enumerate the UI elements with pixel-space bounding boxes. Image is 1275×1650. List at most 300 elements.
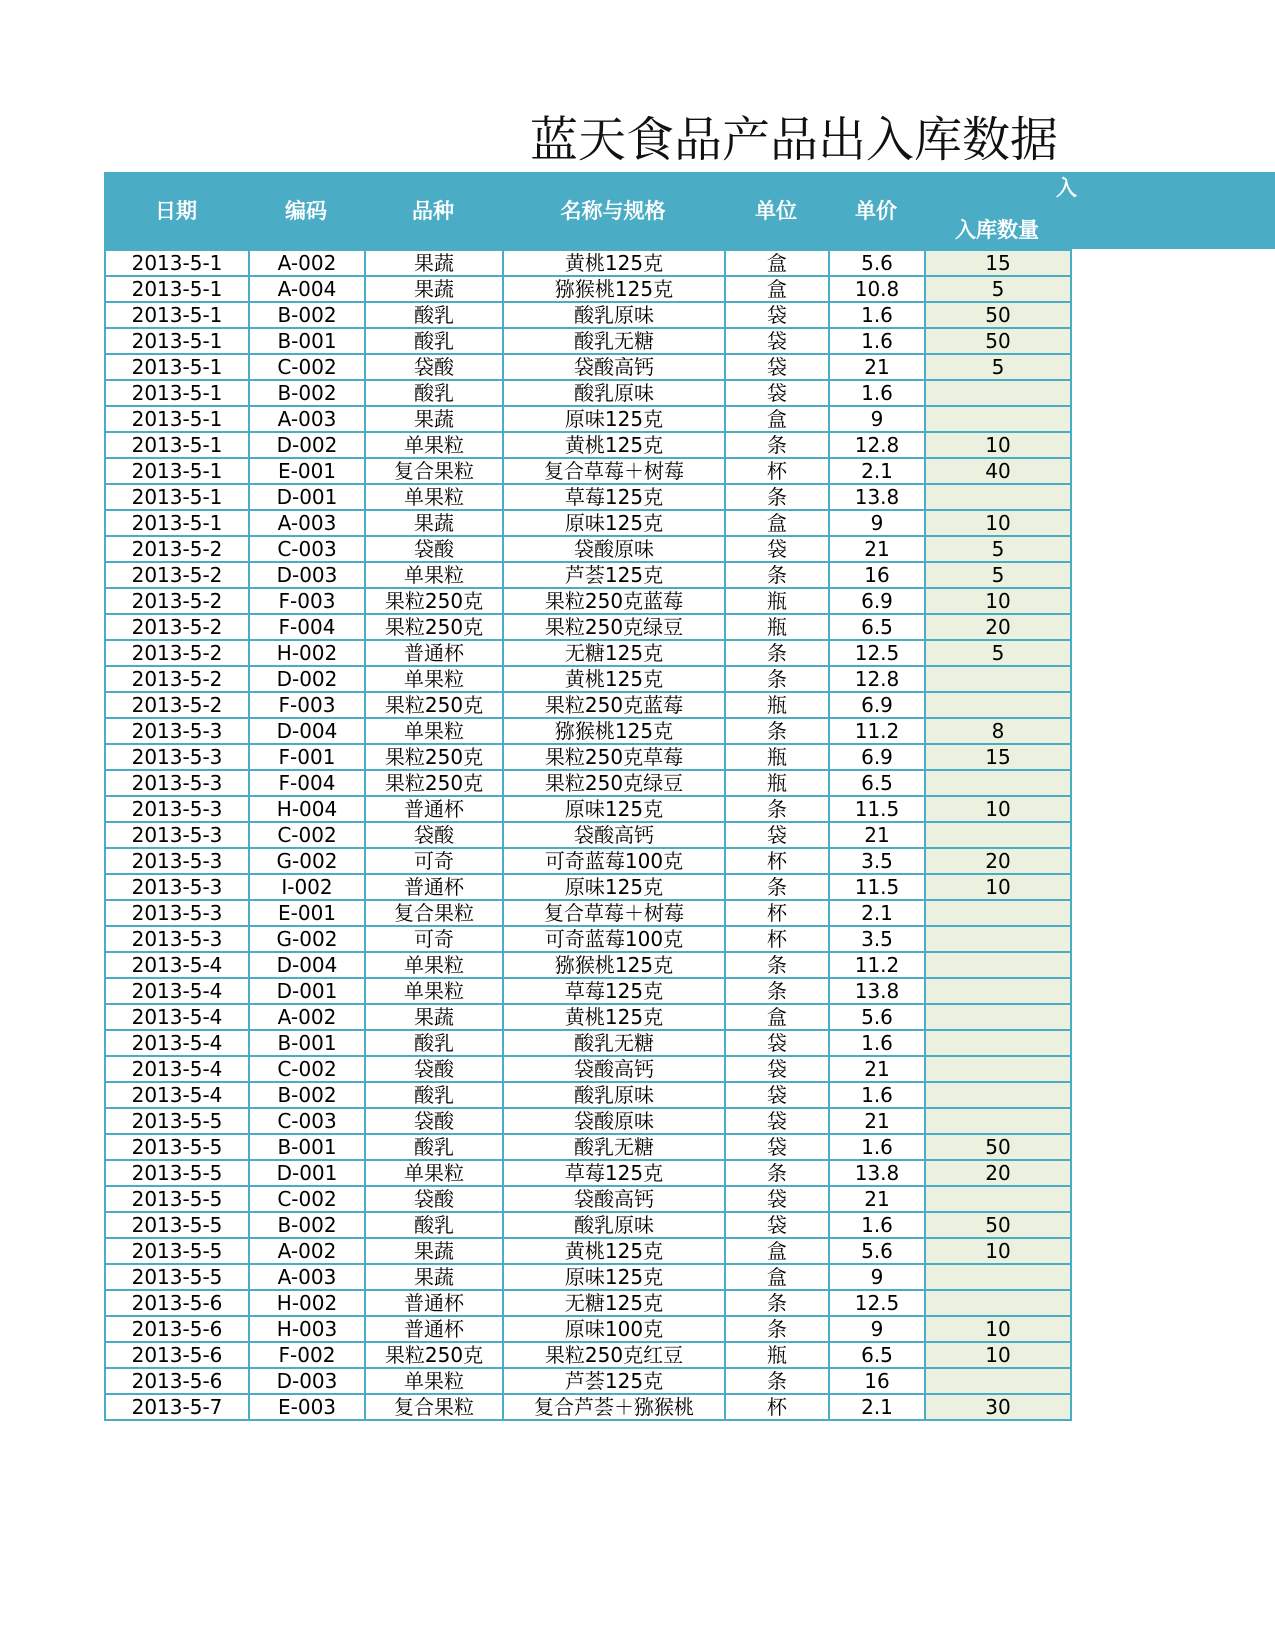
name-cell: 袋酸原味 <box>503 1108 725 1134</box>
date-cell: 2013-5-2 <box>105 614 249 640</box>
unit-cell: 条 <box>725 1316 829 1342</box>
unit-cell: 瓶 <box>725 588 829 614</box>
category-cell: 袋酸 <box>365 354 503 380</box>
name-cell: 可奇蓝莓100克 <box>503 926 725 952</box>
price-cell: 11.5 <box>829 874 925 900</box>
price-cell: 9 <box>829 1264 925 1290</box>
name-cell: 黄桃125克 <box>503 432 725 458</box>
price-cell: 1.6 <box>829 1082 925 1108</box>
name-cell: 袋酸高钙 <box>503 822 725 848</box>
category-cell: 果粒250克 <box>365 770 503 796</box>
name-cell: 无糖125克 <box>503 1290 725 1316</box>
code-cell: C-002 <box>249 1186 365 1212</box>
in-qty-cell: 5 <box>925 354 1071 380</box>
code-cell: F-003 <box>249 588 365 614</box>
table-row <box>105 952 1071 978</box>
unit-cell: 袋 <box>725 1056 829 1082</box>
code-cell: A-003 <box>249 1264 365 1290</box>
code-cell: B-002 <box>249 302 365 328</box>
date-cell: 2013-5-5 <box>105 1238 249 1264</box>
header-category: 品种 <box>412 199 454 223</box>
unit-cell: 条 <box>725 1160 829 1186</box>
price-cell: 1.6 <box>829 1134 925 1160</box>
date-cell: 2013-5-3 <box>105 926 249 952</box>
price-cell: 11.2 <box>829 718 925 744</box>
date-cell: 2013-5-6 <box>105 1316 249 1342</box>
price-cell: 6.9 <box>829 588 925 614</box>
unit-cell: 袋 <box>725 536 829 562</box>
unit-cell: 盒 <box>725 406 829 432</box>
price-cell: 21 <box>829 354 925 380</box>
date-cell: 2013-5-3 <box>105 900 249 926</box>
table-row <box>105 744 1071 770</box>
category-cell: 酸乳 <box>365 302 503 328</box>
code-cell: F-001 <box>249 744 365 770</box>
table-row <box>105 328 1071 354</box>
code-cell: D-002 <box>249 666 365 692</box>
in-qty-cell: 10 <box>925 1316 1071 1342</box>
date-cell: 2013-5-3 <box>105 718 249 744</box>
name-cell: 草莓125克 <box>503 978 725 1004</box>
table-row <box>105 562 1071 588</box>
unit-cell: 杯 <box>725 458 829 484</box>
date-cell: 2013-5-3 <box>105 744 249 770</box>
date-cell: 2013-5-1 <box>105 380 249 406</box>
category-cell: 普通杯 <box>365 640 503 666</box>
in-qty-cell <box>925 1030 1071 1056</box>
price-cell: 6.9 <box>829 744 925 770</box>
in-qty-cell <box>925 978 1071 1004</box>
name-cell: 果粒250克草莓 <box>503 744 725 770</box>
table-row <box>105 1368 1071 1394</box>
table-row <box>105 510 1071 536</box>
code-cell: A-002 <box>249 250 365 276</box>
date-cell: 2013-5-4 <box>105 952 249 978</box>
in-qty-cell: 10 <box>925 510 1071 536</box>
price-cell: 6.5 <box>829 1342 925 1368</box>
name-cell: 酸乳原味 <box>503 1082 725 1108</box>
price-cell: 2.1 <box>829 900 925 926</box>
table-row <box>105 380 1071 406</box>
unit-cell: 杯 <box>725 848 829 874</box>
category-cell: 酸乳 <box>365 1082 503 1108</box>
unit-cell: 条 <box>725 562 829 588</box>
name-cell: 草莓125克 <box>503 1160 725 1186</box>
price-cell: 9 <box>829 406 925 432</box>
price-cell: 16 <box>829 1368 925 1394</box>
code-cell: D-001 <box>249 978 365 1004</box>
price-cell: 5.6 <box>829 1004 925 1030</box>
category-cell: 果粒250克 <box>365 744 503 770</box>
in-qty-cell <box>925 1056 1071 1082</box>
unit-cell: 条 <box>725 952 829 978</box>
in-qty-cell: 10 <box>925 796 1071 822</box>
price-cell: 6.9 <box>829 692 925 718</box>
header-in-qty: 入库数量 <box>955 218 1039 242</box>
date-cell: 2013-5-1 <box>105 484 249 510</box>
category-cell: 普通杯 <box>365 796 503 822</box>
date-cell: 2013-5-5 <box>105 1108 249 1134</box>
code-cell: D-002 <box>249 432 365 458</box>
category-cell: 普通杯 <box>365 1290 503 1316</box>
in-qty-cell: 10 <box>925 1342 1071 1368</box>
price-cell: 9 <box>829 510 925 536</box>
code-cell: F-004 <box>249 614 365 640</box>
unit-cell: 袋 <box>725 354 829 380</box>
category-cell: 果蔬 <box>365 1238 503 1264</box>
category-cell: 单果粒 <box>365 1368 503 1394</box>
unit-cell: 条 <box>725 484 829 510</box>
name-cell: 果粒250克绿豆 <box>503 614 725 640</box>
price-cell: 1.6 <box>829 328 925 354</box>
date-cell: 2013-5-1 <box>105 510 249 536</box>
name-cell: 袋酸原味 <box>503 536 725 562</box>
in-qty-cell: 20 <box>925 848 1071 874</box>
category-cell: 复合果粒 <box>365 1394 503 1420</box>
in-qty-cell: 20 <box>925 1160 1071 1186</box>
date-cell: 2013-5-4 <box>105 978 249 1004</box>
unit-cell: 条 <box>725 978 829 1004</box>
table-row <box>105 640 1071 666</box>
table-row <box>105 1342 1071 1368</box>
date-cell: 2013-5-5 <box>105 1134 249 1160</box>
unit-cell: 条 <box>725 718 829 744</box>
price-cell: 11.2 <box>829 952 925 978</box>
unit-cell: 袋 <box>725 328 829 354</box>
name-cell: 酸乳原味 <box>503 380 725 406</box>
inventory-rows <box>105 250 1071 1420</box>
code-cell: C-003 <box>249 1108 365 1134</box>
name-cell: 黄桃125克 <box>503 1238 725 1264</box>
date-cell: 2013-5-2 <box>105 588 249 614</box>
in-qty-cell: 50 <box>925 302 1071 328</box>
table-row <box>105 796 1071 822</box>
date-cell: 2013-5-1 <box>105 302 249 328</box>
name-cell: 酸乳无糖 <box>503 1030 725 1056</box>
page-title: 蓝天食品产品出入库数据 <box>530 112 1059 168</box>
category-cell: 可奇 <box>365 848 503 874</box>
date-cell: 2013-5-3 <box>105 874 249 900</box>
table-row <box>105 1134 1071 1160</box>
name-cell: 酸乳无糖 <box>503 328 725 354</box>
code-cell: C-002 <box>249 822 365 848</box>
in-qty-cell: 15 <box>925 250 1071 276</box>
date-cell: 2013-5-5 <box>105 1264 249 1290</box>
code-cell: B-001 <box>249 1030 365 1056</box>
in-qty-cell: 10 <box>925 1238 1071 1264</box>
in-qty-cell <box>925 1368 1071 1394</box>
name-cell: 可奇蓝莓100克 <box>503 848 725 874</box>
header-code: 编码 <box>285 199 327 223</box>
unit-cell: 条 <box>725 432 829 458</box>
table-row <box>105 978 1071 1004</box>
unit-cell: 袋 <box>725 1134 829 1160</box>
in-qty-cell <box>925 926 1071 952</box>
date-cell: 2013-5-4 <box>105 1082 249 1108</box>
name-cell: 原味125克 <box>503 874 725 900</box>
code-cell: H-002 <box>249 1290 365 1316</box>
in-qty-cell <box>925 406 1071 432</box>
in-qty-cell: 5 <box>925 536 1071 562</box>
date-cell: 2013-5-1 <box>105 458 249 484</box>
unit-cell: 袋 <box>725 822 829 848</box>
unit-cell: 条 <box>725 640 829 666</box>
name-cell: 芦荟125克 <box>503 562 725 588</box>
price-cell: 21 <box>829 536 925 562</box>
code-cell: H-004 <box>249 796 365 822</box>
table-row <box>105 1108 1071 1134</box>
name-cell: 无糖125克 <box>503 640 725 666</box>
table-row <box>105 666 1071 692</box>
code-cell: D-003 <box>249 562 365 588</box>
table-row <box>105 1290 1071 1316</box>
price-cell: 9 <box>829 1316 925 1342</box>
in-qty-cell <box>925 380 1071 406</box>
in-qty-cell: 5 <box>925 562 1071 588</box>
price-cell: 5.6 <box>829 250 925 276</box>
price-cell: 21 <box>829 1186 925 1212</box>
category-cell: 单果粒 <box>365 1160 503 1186</box>
price-cell: 21 <box>829 1056 925 1082</box>
in-qty-cell <box>925 1264 1071 1290</box>
price-cell: 12.5 <box>829 1290 925 1316</box>
date-cell: 2013-5-7 <box>105 1394 249 1420</box>
price-cell: 10.8 <box>829 276 925 302</box>
name-cell: 黄桃125克 <box>503 1004 725 1030</box>
price-cell: 13.8 <box>829 484 925 510</box>
category-cell: 袋酸 <box>365 1056 503 1082</box>
unit-cell: 袋 <box>725 1082 829 1108</box>
date-cell: 2013-5-4 <box>105 1030 249 1056</box>
table-row <box>105 822 1071 848</box>
code-cell: A-004 <box>249 276 365 302</box>
price-cell: 21 <box>829 822 925 848</box>
table-row <box>105 692 1071 718</box>
name-cell: 黄桃125克 <box>503 250 725 276</box>
date-cell: 2013-5-3 <box>105 796 249 822</box>
code-cell: E-001 <box>249 900 365 926</box>
code-cell: A-003 <box>249 406 365 432</box>
unit-cell: 瓶 <box>725 614 829 640</box>
unit-cell: 条 <box>725 1368 829 1394</box>
code-cell: A-002 <box>249 1238 365 1264</box>
table-row <box>105 1264 1071 1290</box>
date-cell: 2013-5-4 <box>105 1004 249 1030</box>
table-row <box>105 432 1071 458</box>
header-unit: 单位 <box>755 199 797 223</box>
code-cell: E-003 <box>249 1394 365 1420</box>
date-cell: 2013-5-2 <box>105 640 249 666</box>
unit-cell: 袋 <box>725 1030 829 1056</box>
price-cell: 2.1 <box>829 458 925 484</box>
category-cell: 酸乳 <box>365 328 503 354</box>
table-row <box>105 848 1071 874</box>
date-cell: 2013-5-2 <box>105 536 249 562</box>
in-qty-cell: 50 <box>925 1134 1071 1160</box>
table-row <box>105 1082 1071 1108</box>
unit-cell: 盒 <box>725 1264 829 1290</box>
category-cell: 果粒250克 <box>365 692 503 718</box>
category-cell: 单果粒 <box>365 978 503 1004</box>
category-cell: 果蔬 <box>365 250 503 276</box>
code-cell: B-002 <box>249 380 365 406</box>
in-qty-cell <box>925 484 1071 510</box>
date-cell: 2013-5-2 <box>105 562 249 588</box>
code-cell: G-002 <box>249 926 365 952</box>
category-cell: 袋酸 <box>365 1108 503 1134</box>
price-cell: 3.5 <box>829 848 925 874</box>
in-qty-cell: 20 <box>925 614 1071 640</box>
price-cell: 12.8 <box>829 666 925 692</box>
name-cell: 猕猴桃125克 <box>503 276 725 302</box>
table-row <box>105 718 1071 744</box>
category-cell: 可奇 <box>365 926 503 952</box>
category-cell: 单果粒 <box>365 718 503 744</box>
category-cell: 酸乳 <box>365 380 503 406</box>
date-cell: 2013-5-1 <box>105 250 249 276</box>
unit-cell: 杯 <box>725 1394 829 1420</box>
category-cell: 袋酸 <box>365 536 503 562</box>
in-qty-cell: 50 <box>925 1212 1071 1238</box>
in-qty-cell: 40 <box>925 458 1071 484</box>
name-cell: 袋酸高钙 <box>503 1186 725 1212</box>
table-row <box>105 1186 1071 1212</box>
unit-cell: 袋 <box>725 302 829 328</box>
code-cell: B-001 <box>249 1134 365 1160</box>
name-cell: 复合草莓＋树莓 <box>503 900 725 926</box>
name-cell: 袋酸高钙 <box>503 354 725 380</box>
table-row <box>105 1212 1071 1238</box>
category-cell: 普通杯 <box>365 1316 503 1342</box>
name-cell: 原味100克 <box>503 1316 725 1342</box>
code-cell: F-003 <box>249 692 365 718</box>
date-cell: 2013-5-2 <box>105 692 249 718</box>
in-qty-cell <box>925 900 1071 926</box>
code-cell: D-001 <box>249 1160 365 1186</box>
name-cell: 原味125克 <box>503 510 725 536</box>
category-cell: 单果粒 <box>365 952 503 978</box>
table-row <box>105 900 1071 926</box>
category-cell: 单果粒 <box>365 562 503 588</box>
date-cell: 2013-5-3 <box>105 848 249 874</box>
in-qty-cell <box>925 1108 1071 1134</box>
in-qty-cell: 50 <box>925 328 1071 354</box>
date-cell: 2013-5-5 <box>105 1212 249 1238</box>
table-row <box>105 588 1071 614</box>
name-cell: 复合芦荟＋猕猴桃 <box>503 1394 725 1420</box>
code-cell: A-002 <box>249 1004 365 1030</box>
table-row <box>105 874 1071 900</box>
in-qty-cell: 10 <box>925 588 1071 614</box>
code-cell: A-003 <box>249 510 365 536</box>
header-price: 单价 <box>855 199 897 223</box>
code-cell: G-002 <box>249 848 365 874</box>
code-cell: B-002 <box>249 1082 365 1108</box>
code-cell: D-004 <box>249 718 365 744</box>
category-cell: 果蔬 <box>365 406 503 432</box>
category-cell: 酸乳 <box>365 1030 503 1056</box>
code-cell: C-002 <box>249 1056 365 1082</box>
code-cell: C-003 <box>249 536 365 562</box>
category-cell: 果蔬 <box>365 510 503 536</box>
name-cell: 猕猴桃125克 <box>503 952 725 978</box>
date-cell: 2013-5-2 <box>105 666 249 692</box>
category-cell: 袋酸 <box>365 822 503 848</box>
header-out-qty-partial: 入 <box>1056 176 1077 200</box>
table-row <box>105 276 1071 302</box>
in-qty-cell: 8 <box>925 718 1071 744</box>
price-cell: 1.6 <box>829 1030 925 1056</box>
table-row <box>105 1056 1071 1082</box>
date-cell: 2013-5-6 <box>105 1342 249 1368</box>
in-qty-cell: 10 <box>925 874 1071 900</box>
name-cell: 草莓125克 <box>503 484 725 510</box>
date-cell: 2013-5-1 <box>105 276 249 302</box>
name-cell: 猕猴桃125克 <box>503 718 725 744</box>
price-cell: 11.5 <box>829 796 925 822</box>
unit-cell: 瓶 <box>725 1342 829 1368</box>
table-row <box>105 1160 1071 1186</box>
header-name: 名称与规格 <box>560 199 666 223</box>
unit-cell: 瓶 <box>725 692 829 718</box>
code-cell: I-002 <box>249 874 365 900</box>
table-row <box>105 1394 1071 1420</box>
code-cell: E-001 <box>249 458 365 484</box>
date-cell: 2013-5-5 <box>105 1186 249 1212</box>
code-cell: H-003 <box>249 1316 365 1342</box>
code-cell: F-004 <box>249 770 365 796</box>
in-qty-cell: 5 <box>925 276 1071 302</box>
table-row <box>105 302 1071 328</box>
code-cell: F-002 <box>249 1342 365 1368</box>
name-cell: 原味125克 <box>503 1264 725 1290</box>
unit-cell: 条 <box>725 666 829 692</box>
name-cell: 酸乳原味 <box>503 302 725 328</box>
unit-cell: 盒 <box>725 1004 829 1030</box>
in-qty-cell: 30 <box>925 1394 1071 1420</box>
unit-cell: 条 <box>725 874 829 900</box>
table-row <box>105 1316 1071 1342</box>
unit-cell: 瓶 <box>725 770 829 796</box>
category-cell: 酸乳 <box>365 1212 503 1238</box>
code-cell: C-002 <box>249 354 365 380</box>
date-cell: 2013-5-1 <box>105 406 249 432</box>
date-cell: 2013-5-3 <box>105 822 249 848</box>
table-row <box>105 926 1071 952</box>
price-cell: 16 <box>829 562 925 588</box>
price-cell: 1.6 <box>829 380 925 406</box>
category-cell: 单果粒 <box>365 484 503 510</box>
category-cell: 酸乳 <box>365 1134 503 1160</box>
price-cell: 13.8 <box>829 978 925 1004</box>
unit-cell: 袋 <box>725 1186 829 1212</box>
in-qty-cell <box>925 1004 1071 1030</box>
price-cell: 21 <box>829 1108 925 1134</box>
category-cell: 果粒250克 <box>365 588 503 614</box>
unit-cell: 条 <box>725 1290 829 1316</box>
unit-cell: 盒 <box>725 276 829 302</box>
category-cell: 单果粒 <box>365 432 503 458</box>
price-cell: 3.5 <box>829 926 925 952</box>
unit-cell: 盒 <box>725 1238 829 1264</box>
name-cell: 酸乳原味 <box>503 1212 725 1238</box>
price-cell: 5.6 <box>829 1238 925 1264</box>
table-row <box>105 354 1071 380</box>
code-cell: D-004 <box>249 952 365 978</box>
name-cell: 芦荟125克 <box>503 1368 725 1394</box>
in-qty-cell <box>925 1290 1071 1316</box>
unit-cell: 杯 <box>725 900 829 926</box>
